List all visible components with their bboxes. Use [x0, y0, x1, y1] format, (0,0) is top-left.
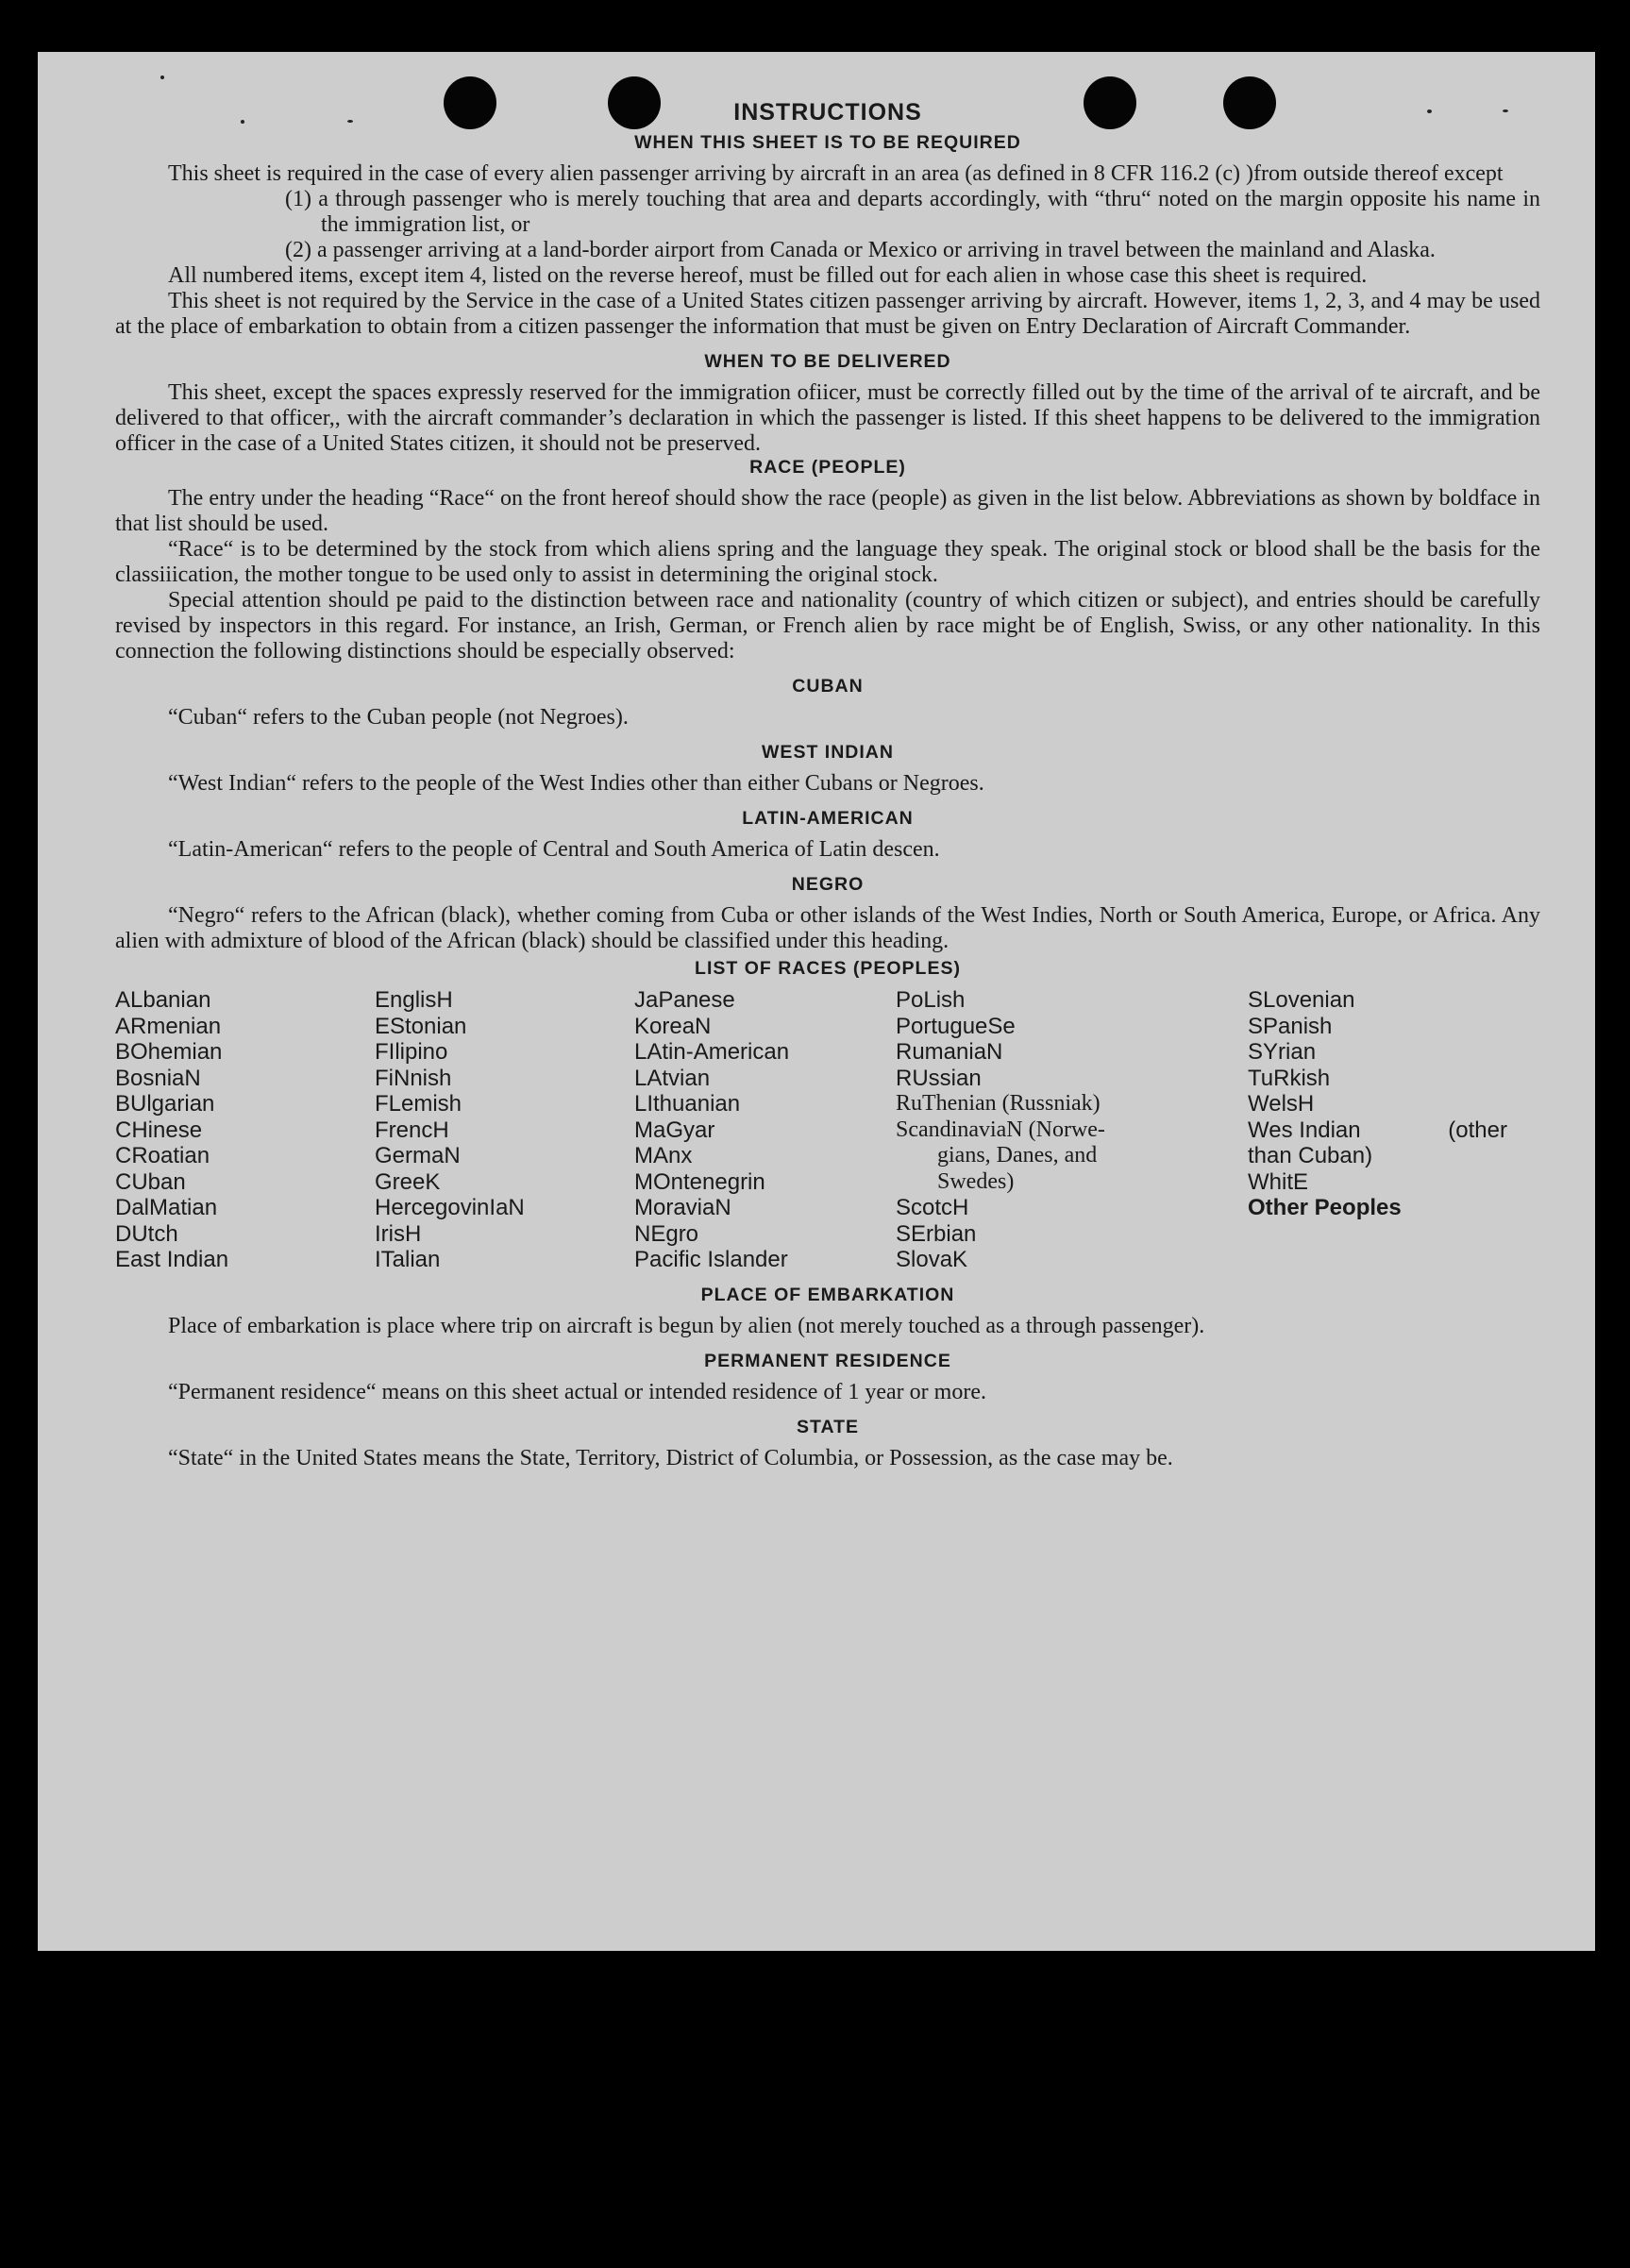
paragraph: Place of embarkation is place where trip on aircraft is begun by alien (not merely touched as a through passenger).: [168, 1313, 1205, 1338]
punch-hole: [444, 76, 496, 129]
paragraph: “West Indian“ refers to the people of the West Indies other than either Cubans or Negroes.: [168, 771, 984, 796]
race-entry: FrencH: [375, 1117, 449, 1143]
race-entry: MAnx: [634, 1143, 693, 1168]
dust-speck: [347, 120, 353, 123]
race-entry: East Indian: [115, 1247, 229, 1272]
race-entry: ARmenian: [115, 1013, 222, 1039]
race-entry: SLovenian: [1248, 987, 1355, 1013]
race-entry: GermaN: [375, 1143, 461, 1168]
paragraph: All numbered items, except item 4, listed on the reverse hereof, must be filled out for each alien in whose case this sheet is required.: [168, 263, 1368, 288]
race-entry: [1248, 1117, 1507, 1144]
race-entry: ITalian: [375, 1247, 441, 1272]
dust-speck: [1427, 109, 1432, 113]
section-heading: CUBAN: [792, 676, 864, 697]
paragraph: Special attention should pe paid to the distinction between race and nationality (country of which citizen or subject), and entries should be carefully revised by inspectors in this regard. For instance, an Irish, German, or French alien by race might be of English, Swiss, or any other nationality. In this connection the following distinctions should be especially observed:: [115, 588, 1540, 664]
list-item: (2) a passenger arriving at a land-border airport from Canada or Mexico or arriving in travel between the mainland and Alaska.: [285, 238, 1436, 262]
dust-speck: [160, 76, 164, 79]
dust-speck: [1503, 109, 1508, 112]
paragraph: “Permanent residence“ means on this sheet actual or intended residence of 1 year or more.: [168, 1379, 986, 1404]
race-entry: Pacific Islander: [634, 1247, 788, 1272]
races-column: [115, 987, 375, 1273]
section-heading: LATIN-AMERICAN: [742, 808, 914, 829]
race-entry: LIthuanian: [634, 1091, 741, 1117]
race-entry: BUlgarian: [115, 1091, 215, 1117]
race-entry: MoraviaN: [634, 1195, 731, 1220]
races-column: [634, 987, 896, 1273]
race-entry: EStonian: [375, 1013, 467, 1039]
race-entry: WelsH: [1248, 1091, 1315, 1117]
race-entry: GreeK: [375, 1168, 441, 1195]
race-entry-continuation: gians, Danes, and Swedes): [937, 1143, 1098, 1194]
race-entry: CRoatian: [115, 1143, 210, 1168]
race-entry: ScotcH: [896, 1195, 969, 1220]
race-entry: CHinese: [115, 1117, 203, 1143]
race-entry: HercegovinIaN: [375, 1195, 525, 1220]
race-entry: MOntenegrin: [634, 1168, 765, 1195]
races-column: [896, 987, 1248, 1273]
section-heading: LIST OF RACES (PEOPLES): [695, 958, 961, 979]
paragraph: This sheet is required in the case of every alien passenger arriving by aircraft in an area (as defined in 8 CFR 116.2 (c) )from outside thereof except: [168, 161, 1504, 186]
race-entry: LAtin-American: [634, 1039, 790, 1065]
race-entry: SYrian: [1248, 1039, 1317, 1065]
race-entry: IrisH: [375, 1220, 422, 1247]
race-entry: FiNnish: [375, 1065, 452, 1091]
race-entry: DUtch: [115, 1220, 178, 1247]
paragraph: “Race“ is to be determined by the stock from which aliens spring and the language they speak. The original stock or blood shall be the basis for the classiiication, the mother tongue to be used only to assist in determining the original stock.: [115, 537, 1540, 587]
race-entry-other: Other Peoples: [1248, 1195, 1402, 1220]
section-heading: PLACE OF EMBARKATION: [700, 1284, 955, 1305]
race-entry: KoreaN: [634, 1013, 712, 1039]
punch-hole: [608, 76, 661, 129]
page-title: INSTRUCTIONS: [733, 99, 922, 126]
race-entry: NEgro: [634, 1220, 699, 1247]
race-entry: WhitE: [1248, 1168, 1309, 1195]
race-entry: ALbanian: [115, 987, 211, 1013]
race-entry: TuRkish: [1248, 1065, 1331, 1091]
section-heading: PERMANENT RESIDENCE: [704, 1350, 951, 1371]
paragraph: “Negro“ refers to the African (black), whether coming from Cuba or other islands of the West Indies, North or South America, Europe, or Africa. Any alien with admixture of blood of the African (black) should be classified under this heading.: [115, 903, 1540, 953]
race-entry: BOhemian: [115, 1039, 223, 1065]
races-column: [375, 987, 634, 1273]
race-entry: BosniaN: [115, 1065, 201, 1091]
race-entry: MaGyar: [634, 1117, 715, 1143]
race-entry: PoLish: [896, 987, 966, 1013]
race-entry-name: Wes Indian: [1248, 1117, 1361, 1143]
list-item: (1) a through passenger who is merely touching that area and departs accordingly, with “thru“ noted on the margin opposite his name in the immigration list, or: [285, 187, 1540, 237]
dust-speck: [241, 120, 244, 124]
race-entry: RumaniaN: [896, 1039, 1003, 1065]
paragraph: This sheet, except the spaces expressly reserved for the immigration ofiicer, must be correctly filled out by the time of the arrival of te aircraft, and be delivered to that officer,, with the aircraft commander’s declaration in which the passenger is listed. If this sheet happens to be delivered to the immigration officer in the case of a United States citizen, it should not be preserved.: [115, 380, 1540, 456]
race-entry: ScandinaviaN (Norwe-: [896, 1117, 1105, 1142]
race-entry-note: (other: [1448, 1117, 1507, 1143]
race-entry: FIlipino: [375, 1039, 448, 1065]
section-heading: STATE: [796, 1416, 860, 1437]
races-list: [115, 987, 1540, 1273]
race-entry: LAtvian: [634, 1065, 711, 1091]
race-entry: RUssian: [896, 1065, 982, 1091]
race-entry: RuThenian (Russniak): [896, 1091, 1101, 1116]
race-entry: EnglisH: [375, 987, 453, 1013]
paragraph: The entry under the heading “Race“ on the front hereof should show the race (people) as given in the list below. Abbreviations as shown by boldface in that list should be used.: [115, 486, 1540, 536]
document-sheet: [38, 52, 1595, 1951]
punch-hole: [1084, 76, 1136, 129]
section-heading: WHEN THIS SHEET IS TO BE REQUIRED: [634, 132, 1021, 153]
paragraph: “State“ in the United States means the State, Territory, District of Columbia, or Possession, as the case may be.: [168, 1445, 1173, 1470]
paragraph: This sheet is not required by the Service in the case of a United States citizen passenger arriving by aircraft. However, items 1, 2, 3, and 4 may be used at the place of embarkation to obtain from a citizen passenger the information that must be given on Entry Declaration of Aircraft Commander.: [115, 289, 1540, 339]
section-heading: WEST INDIAN: [762, 742, 894, 763]
paragraph: “Latin-American“ refers to the people of Central and South America of Latin descen.: [168, 837, 940, 862]
section-heading: WHEN TO BE DELIVERED: [704, 351, 951, 372]
race-entry: FLemish: [375, 1091, 462, 1117]
race-entry-continuation: than Cuban): [1248, 1143, 1373, 1168]
race-entry: SErbian: [896, 1220, 977, 1247]
race-entry: SlovaK: [896, 1247, 968, 1272]
race-entry: DalMatian: [115, 1195, 218, 1220]
races-column: [1248, 987, 1507, 1273]
punch-hole: [1223, 76, 1276, 129]
section-heading: RACE (PEOPLE): [749, 457, 906, 478]
section-heading: NEGRO: [791, 874, 865, 895]
race-entry: SPanish: [1248, 1013, 1333, 1039]
race-entry: CUban: [115, 1168, 186, 1195]
race-entry: PortugueSe: [896, 1013, 1016, 1039]
race-entry: JaPanese: [634, 987, 735, 1013]
paragraph: “Cuban“ refers to the Cuban people (not Negroes).: [168, 705, 629, 730]
